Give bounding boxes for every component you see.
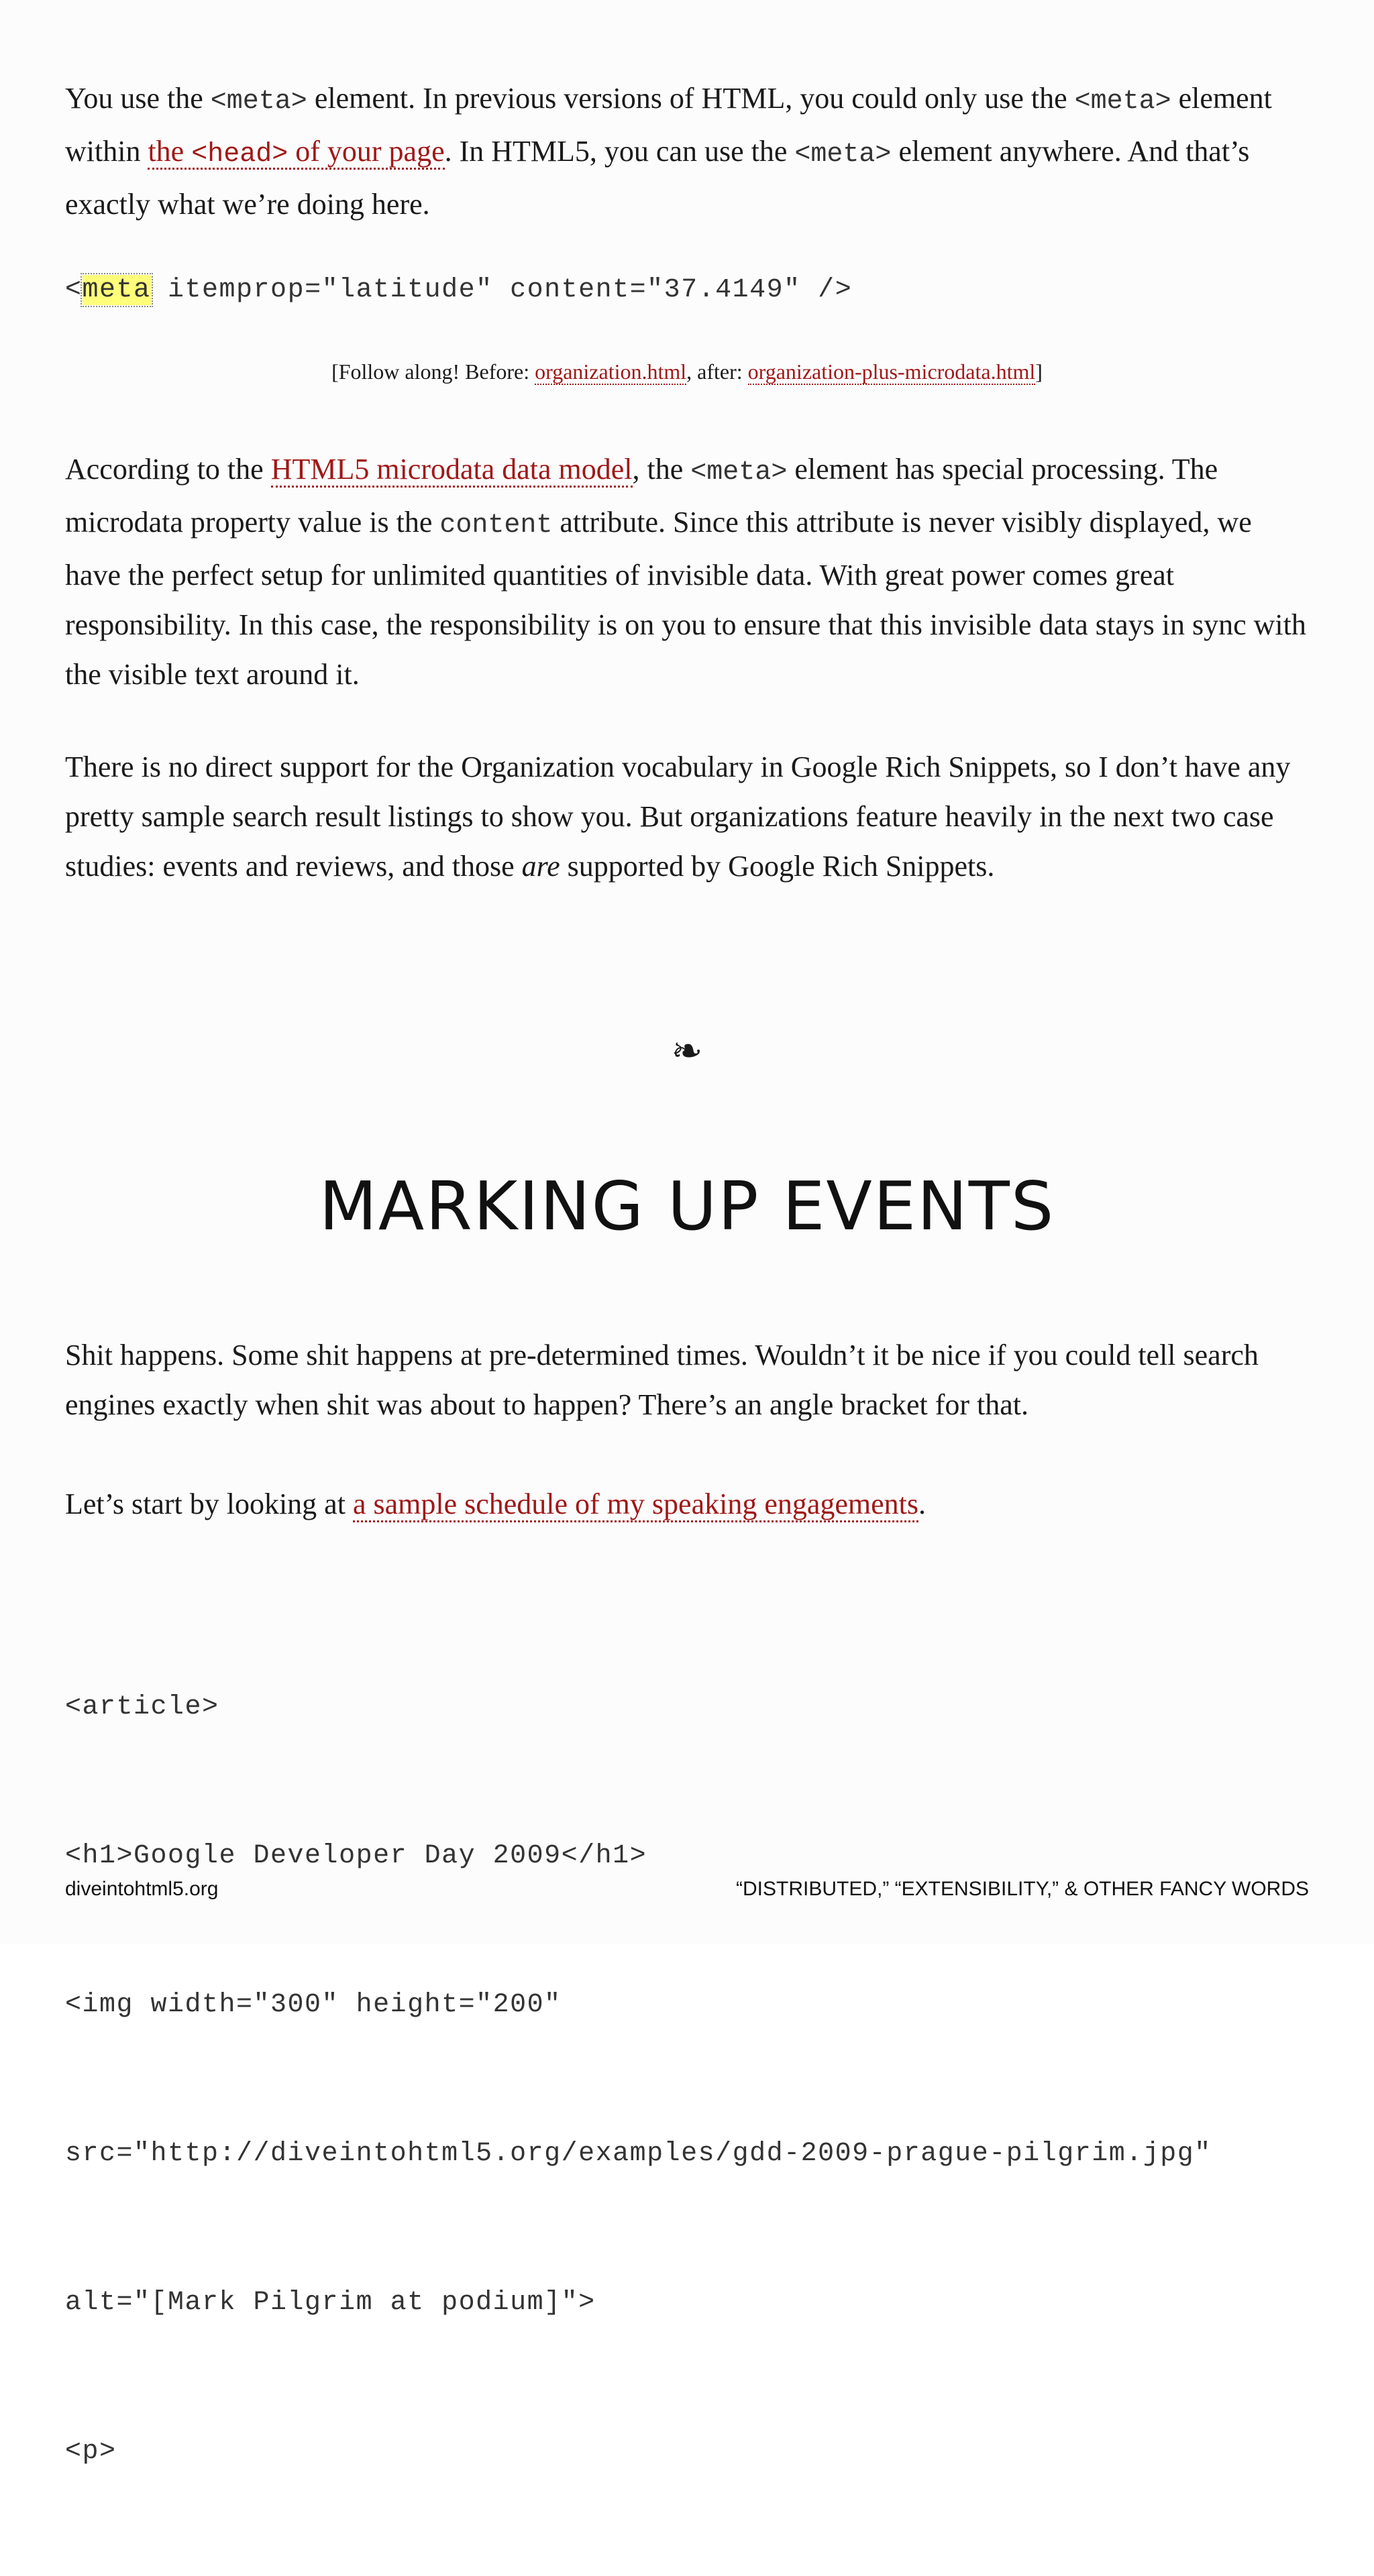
microdata-model-link[interactable]: HTML5 microdata data model bbox=[271, 453, 633, 488]
inline-code: content bbox=[439, 510, 553, 541]
text: element has special processing. The microdata property value is the bbox=[65, 453, 1218, 539]
events-paragraph: Shit happens. Some shit happens at pre-determined times. Wouldn’t it be nice if you could tell search engines exactly when shit was about to happen? There’s an angle bracket for that. bbox=[65, 1339, 1259, 1421]
code-line: <h1>Google Developer Day 2009</h1> bbox=[65, 1841, 647, 1871]
head-of-your-page-link[interactable] bbox=[148, 135, 444, 170]
before-link[interactable]: organization.html bbox=[535, 359, 687, 384]
caption-text: [Follow along! Before: bbox=[331, 359, 535, 384]
code-text: < bbox=[65, 275, 83, 305]
article-code-block bbox=[65, 1583, 1212, 2576]
footer-site: diveintohtml5.org bbox=[65, 1878, 219, 1900]
inline-code: <meta> bbox=[1074, 87, 1171, 117]
text: element anywhere. And that’s exactly what we’re doing here. bbox=[65, 135, 1250, 221]
microdata-paragraph bbox=[65, 445, 1312, 699]
intro-paragraph bbox=[65, 74, 1312, 229]
fleuron-divider-icon: ❧ bbox=[671, 1029, 703, 1073]
speaking-schedule-link[interactable]: a sample schedule of my speaking engagements bbox=[353, 1488, 918, 1522]
text: , the bbox=[632, 453, 691, 486]
text: supported by Google Rich Snippets. bbox=[560, 850, 995, 883]
footer-chapter-title: “DISTRIBUTED,” “EXTENSIBILITY,” & OTHER FANCY WORDS bbox=[736, 1878, 1309, 1900]
code-line: alt="[Mark Pilgrim at podium]"> bbox=[65, 2288, 596, 2318]
caption-text: , after: bbox=[686, 359, 748, 384]
start-paragraph bbox=[65, 1479, 1312, 1529]
section-heading: MARKING UP EVENTS bbox=[319, 1167, 1055, 1245]
code-line: src="http://diveintohtml5.org/examples/gdd-2009-prague-pilgrim.jpg" bbox=[65, 2139, 1212, 2169]
code-text: itemprop="latitude" content="37.4149" /> bbox=[150, 275, 853, 305]
inline-code: <meta> bbox=[794, 139, 892, 170]
highlighted-meta: meta bbox=[82, 275, 151, 305]
text: element. In previous versions of HTML, you could only use the bbox=[307, 82, 1075, 115]
link-text: the bbox=[148, 135, 192, 168]
text: . bbox=[918, 1488, 927, 1520]
code-line: <article> bbox=[65, 1692, 219, 1722]
organization-paragraph bbox=[65, 742, 1312, 891]
code-line: <p> bbox=[65, 2437, 117, 2467]
text: You use the bbox=[65, 82, 211, 115]
caption-text: ] bbox=[1035, 359, 1043, 384]
text: According to the bbox=[65, 453, 271, 486]
link-code: <head> bbox=[191, 139, 288, 170]
text: . In HTML5, you can use the bbox=[444, 135, 795, 168]
inline-code: <meta> bbox=[210, 87, 307, 117]
after-link[interactable]: organization-plus-microdata.html bbox=[747, 359, 1036, 384]
inline-code: <meta> bbox=[690, 457, 788, 488]
code-line: <img width="300" height="200" bbox=[65, 1990, 562, 2020]
meta-code-example bbox=[65, 275, 852, 305]
text: Let’s start by looking at bbox=[65, 1488, 353, 1520]
text: attribute. Since this attribute is never visibly displayed, we have the perfect setup for unlimited quantities of invisible data. With great power comes great responsibility. In this case, the responsibility is on you to ensure that this invisible data stays in sync with the visible text around it. bbox=[65, 506, 1306, 691]
text: element within bbox=[65, 82, 1272, 168]
text: There is no direct support for the Organization vocabulary in Google Rich Snippets, so I don’t have any pretty sample search result listings to show you. But organizations feature heavily in the next two case studies: events and reviews, and those bbox=[65, 750, 1291, 883]
follow-along-caption bbox=[0, 359, 1374, 384]
link-text: of your page bbox=[288, 135, 445, 168]
emphasis: are bbox=[521, 850, 560, 883]
